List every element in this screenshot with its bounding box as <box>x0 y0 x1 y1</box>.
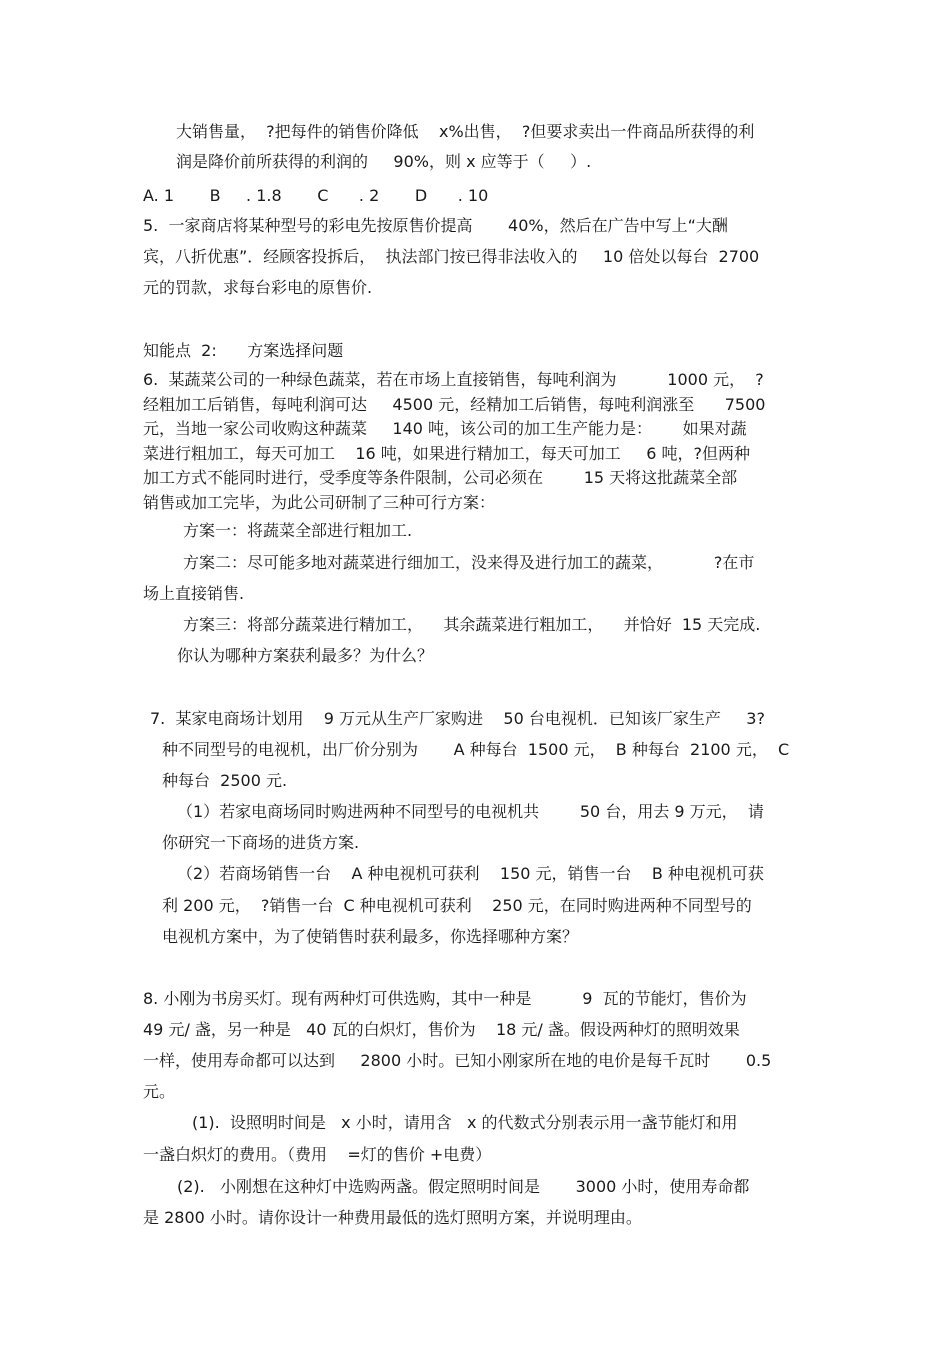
section-heading: 知能点 2: 方案选择问题 <box>143 341 344 360</box>
q7-part2-line-1: （2）若商场销售一台 A 种电视机可获利 150 元，销售一台 B 种电视机可获 <box>177 864 764 883</box>
q7-part2-line-2: 利 200 元， ?销售一台 C 种电视机可获利 250 元，在同时购进两种不同型号的 <box>162 896 752 915</box>
q4-line-1: 大销售量， ?把每件的销售价降低 x%出售， ?但要求卖出一件商品所获得的利 <box>176 122 755 141</box>
q7-line-3: 种每台 2500 元. <box>162 771 288 790</box>
q8-line-3: 一样，使用寿命都可以达到 2800 小时。已知小刚家所在地的电价是每千瓦时 0.5 <box>143 1051 772 1070</box>
q6-plan-2-line-2: 场上直接销售. <box>143 584 245 603</box>
q7-part2-line-3: 电视机方案中，为了使销售时获利最多，你选择哪种方案？ <box>162 927 579 946</box>
q6-line-1: 6. 某蔬菜公司的一种绿色蔬菜，若在市场上直接销售，每吨利润为 1000 元， ? <box>143 370 764 389</box>
q6-line-3: 元，当地一家公司收购这种蔬菜 140 吨，该公司的加工生产能力是： 如果对蔬 <box>143 419 747 438</box>
q5-line-3: 元的罚款，求每台彩电的原售价. <box>143 278 373 297</box>
q6-line-2: 经粗加工后销售，每吨利润可达 4500 元，经精加工后销售，每吨利润涨至 7500 <box>143 395 766 414</box>
q6-question: 你认为哪种方案获利最多？为什么？ <box>177 646 434 665</box>
q8-line-1: 8. 小刚为书房买灯。现有两种灯可供选购，其中一种是 9 瓦的节能灯，售价为 <box>143 989 747 1008</box>
q7-line-2: 种不同型号的电视机，出厂价分别为 A 种每台 1500 元， B 种每台 2100 元， C <box>162 740 790 759</box>
q7-line-1: 7. 某家电商场计划用 9 万元从生产厂家购进 50 台电视机．已知该厂家生产 3? <box>150 709 765 728</box>
q8-part1-line-1: (1). 设照明时间是 x 小时，请用含 x 的代数式分别表示用一盏节能灯和用 <box>192 1113 738 1132</box>
q6-plan-3: 方案三：将部分蔬菜进行精加工， 其余蔬菜进行粗加工， 并恰好 15 天完成. <box>183 615 761 634</box>
q6-plan-2-line-1: 方案二：尽可能多地对蔬菜进行细加工，没来得及进行加工的蔬菜， ?在市 <box>183 553 755 572</box>
q5-line-1: 5. 一家商店将某种型号的彩电先按原售价提高 40%，然后在广告中写上“大酬 <box>143 216 728 235</box>
q4-line-2: 润是降价前所获得的利润的 90%，则 x 应等于（ ）. <box>176 152 592 171</box>
q8-part2-line-2: 是 2800 小时。请你设计一种费用最低的选灯照明方案，并说明理由。 <box>143 1208 642 1227</box>
q8-part2-line-1: (2). 小刚想在这种灯中选购两盏。假定照明时间是 3000 小时，使用寿命都 <box>177 1177 750 1196</box>
q6-line-4: 菜进行粗加工，每天可加工 16 吨，如果进行精加工，每天可加工 6 吨，?但两种 <box>143 444 750 463</box>
q7-part1-line-2: 你研究一下商场的进货方案. <box>162 833 360 852</box>
q8-line-2: 49 元/ 盏，另一种是 40 瓦的白炽灯，售价为 18 元/ 盏。假设两种灯的照明效果 <box>143 1020 740 1039</box>
q6-line-6: 销售或加工完毕，为此公司研制了三种可行方案： <box>143 493 496 512</box>
q8-part1-line-2: 一盏白炽灯的费用。（费用 =灯的售价 +电费） <box>143 1145 492 1164</box>
q6-plan-1: 方案一：将蔬菜全部进行粗加工. <box>183 521 413 540</box>
q5-line-2: 宾，八折优惠”．经顾客投拆后， 执法部门按已得非法收入的 10 倍处以每台 2700 <box>143 247 760 266</box>
q8-line-4: 元。 <box>143 1082 176 1101</box>
q4-options: A. 1 B . 1.8 C . 2 D . 10 <box>143 186 489 205</box>
q6-line-5: 加工方式不能同时进行，受季度等条件限制，公司必须在 15 天将这批蔬菜全部 <box>143 468 738 487</box>
q7-part1-line-1: （1）若家电商场同时购进两种不同型号的电视机共 50 台，用去 9 万元， 请 <box>177 802 764 821</box>
